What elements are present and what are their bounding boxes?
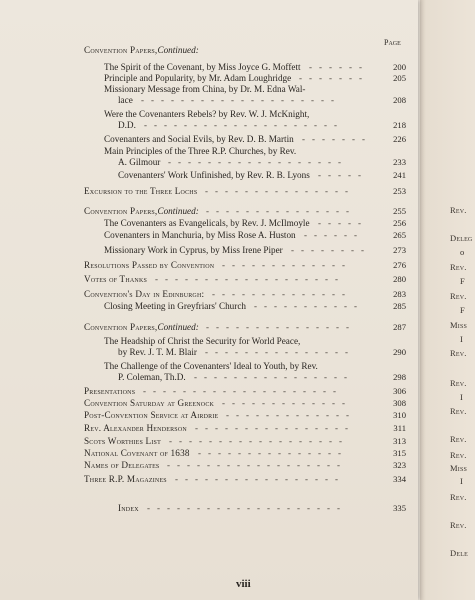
adjacent-page-fragment: Dele bbox=[450, 548, 468, 558]
toc-entry bbox=[84, 289, 406, 300]
adjacent-page-fragment: Rev. bbox=[450, 378, 467, 388]
toc-entry bbox=[84, 260, 406, 271]
toc-entry-title: Votes of Thanks bbox=[84, 274, 148, 284]
toc-entry-page: 311 bbox=[393, 423, 406, 433]
dot-leader: ------- bbox=[302, 134, 372, 144]
dot-leader: -------------------- bbox=[141, 95, 341, 105]
toc-entry-page: 315 bbox=[393, 448, 406, 458]
dot-leader: ------------------ bbox=[169, 436, 349, 446]
dot-leader: ---------------- bbox=[195, 423, 355, 433]
toc-entry-title: Convention Saturday at Greenock bbox=[84, 398, 215, 408]
toc-entry-page: 273 bbox=[393, 245, 406, 255]
toc-entry-title: Three R.P. Magazines bbox=[84, 474, 167, 484]
adjacent-page-fragment: Rev. bbox=[450, 348, 467, 358]
toc-entry bbox=[84, 386, 406, 397]
toc-entry-title: Index bbox=[118, 503, 139, 513]
dot-leader: -------------- bbox=[212, 289, 352, 299]
toc-entry-continued: Continued: bbox=[157, 45, 199, 55]
adjacent-page-fragment: Miss bbox=[450, 320, 468, 330]
toc-entry bbox=[84, 186, 406, 197]
toc-entry bbox=[84, 474, 406, 485]
dot-leader: ------------------ bbox=[168, 157, 348, 167]
adjacent-page-fragment: Rev. bbox=[450, 205, 467, 215]
toc-entry bbox=[118, 170, 406, 181]
toc-entry-title: D.D. bbox=[118, 120, 136, 130]
toc-entry-title: Covenanters in Manchuria, by Miss Rose A. Huston bbox=[104, 230, 296, 240]
toc-entry-title: The Challenge of the Covenanters' Ideal to Youth, by Rev. bbox=[104, 361, 318, 371]
toc-entry-title: Missionary Work in Cyprus, by Miss Irene Piper bbox=[104, 245, 283, 255]
toc-entry bbox=[84, 423, 406, 434]
adjacent-page-fragment: F bbox=[460, 305, 465, 315]
toc-entry-page: 334 bbox=[393, 474, 406, 484]
dot-leader: --------------- bbox=[206, 206, 356, 216]
adjacent-page-fragment: Miss bbox=[450, 463, 468, 473]
dot-leader: ---------------- bbox=[194, 372, 354, 382]
toc-entry bbox=[104, 245, 406, 256]
toc-entry-page: 283 bbox=[393, 289, 406, 299]
toc-entry bbox=[104, 218, 406, 229]
toc-entry-page: 285 bbox=[393, 301, 406, 311]
toc-entry-title: The Spirit of the Covenant, by Miss Joyce G. Moffett bbox=[104, 62, 301, 72]
toc-entry-title: Main Principles of the Three R.P. Churches, by Rev. bbox=[104, 146, 297, 156]
toc-entry-title: National Covenant of 1638 bbox=[84, 448, 190, 458]
adjacent-page-fragment: Rev. bbox=[450, 520, 467, 530]
toc-entry-page: 233 bbox=[393, 157, 406, 167]
adjacent-page-fragment: Rev. bbox=[450, 262, 467, 272]
toc-entry bbox=[84, 45, 406, 56]
toc-entry-title: The Headship of Christ the Security for World Peace, bbox=[104, 336, 301, 346]
toc-entry-title: Resolutions Passed by Convention bbox=[84, 260, 215, 270]
toc-entry bbox=[84, 206, 406, 217]
toc-entry-page: 205 bbox=[393, 73, 406, 83]
toc-entry bbox=[118, 157, 406, 168]
toc-entry-page: 241 bbox=[393, 170, 406, 180]
toc-entry-continued: Continued: bbox=[157, 322, 199, 332]
toc-entry bbox=[84, 448, 406, 459]
dot-leader: ----------------- bbox=[175, 474, 345, 484]
dot-leader: -------- bbox=[291, 245, 371, 255]
toc-entry-page: 287 bbox=[393, 322, 406, 332]
toc-entry-page: 256 bbox=[393, 218, 406, 228]
toc-entry bbox=[104, 62, 406, 73]
toc-entry-page: 298 bbox=[393, 372, 406, 382]
toc-entry-page: 306 bbox=[393, 386, 406, 396]
dot-leader: -------------------- bbox=[144, 120, 344, 130]
adjacent-page-fragment: Rev. bbox=[450, 406, 467, 416]
toc-entry-page: 313 bbox=[393, 436, 406, 446]
toc-entry bbox=[84, 274, 406, 285]
dot-leader: ------------------- bbox=[155, 274, 345, 284]
toc-entry-page: 200 bbox=[393, 62, 406, 72]
toc-entry-title: Were the Covenanters Rebels? by Rev. W. J. McKnight, bbox=[104, 109, 310, 119]
toc-entry-page: 226 bbox=[393, 134, 406, 144]
toc-entry-page: 265 bbox=[393, 230, 406, 240]
adjacent-page-fragment: I bbox=[460, 334, 463, 344]
adjacent-page-fragment: Rev. bbox=[450, 434, 467, 444]
page-column-header: Page bbox=[384, 38, 401, 47]
adjacent-page bbox=[420, 0, 475, 600]
toc-entry-page: 280 bbox=[393, 274, 406, 284]
toc-entry bbox=[84, 460, 406, 471]
toc-entry bbox=[104, 146, 406, 157]
adjacent-page-fragment: Deleg bbox=[450, 233, 473, 243]
toc-entry-title: Missionary Message from China, by Dr. M. Edna Wal- bbox=[104, 84, 306, 94]
dot-leader: ----- bbox=[318, 170, 368, 180]
adjacent-page-fragment: F bbox=[460, 276, 465, 286]
toc-entry-title: lace bbox=[118, 95, 133, 105]
adjacent-page-fragment: I bbox=[460, 476, 463, 486]
toc-entry-title: Names of Delegates bbox=[84, 460, 160, 470]
toc-entry-page: 310 bbox=[393, 410, 406, 420]
toc-entry-title: Convention Papers, bbox=[84, 206, 158, 216]
dot-leader: ------------- bbox=[222, 398, 352, 408]
toc-entry-title: Rev. Alexander Henderson bbox=[84, 423, 187, 433]
toc-entry-title: Convention's Day in Edinburgh: bbox=[84, 289, 205, 299]
toc-entry-page: 290 bbox=[393, 347, 406, 357]
toc-entry-page: 253 bbox=[393, 186, 406, 196]
dot-leader: -------------------- bbox=[143, 386, 343, 396]
toc-entry-title: Post-Convention Service at Airdrie bbox=[84, 410, 219, 420]
dot-leader: ------ bbox=[309, 62, 369, 72]
toc-entry-title: Closing Meeting in Greyfriars' Church bbox=[104, 301, 246, 311]
adjacent-page-fragment: Rev. bbox=[450, 492, 467, 502]
dot-leader: ----- bbox=[318, 218, 368, 228]
toc-entry bbox=[118, 503, 406, 514]
toc-entry-title: Covenanters' Work Unfinished, by Rev. R. B. Lyons bbox=[118, 170, 310, 180]
dot-leader: ------------- bbox=[222, 260, 352, 270]
toc-entry-title: Convention Papers, bbox=[84, 45, 158, 55]
toc-entry bbox=[118, 372, 406, 383]
adjacent-page-fragment: I bbox=[460, 392, 463, 402]
toc-entry-page: 335 bbox=[393, 503, 406, 513]
dot-leader: --------------- bbox=[206, 322, 356, 332]
toc-entry bbox=[104, 84, 406, 95]
toc-entry-page: 308 bbox=[393, 398, 406, 408]
dot-leader: ------- bbox=[299, 73, 369, 83]
toc-entry-page: 218 bbox=[393, 120, 406, 130]
toc-entry bbox=[84, 322, 406, 333]
toc-entry bbox=[118, 347, 406, 358]
toc-entry-title: Covenanters and Social Evils, by Rev. D. B. Martin bbox=[104, 134, 294, 144]
dot-leader: --------------- bbox=[205, 186, 355, 196]
toc-entry-title: The Covenanters as Evangelicals, by Rev. J. McIlmoyle bbox=[104, 218, 310, 228]
toc-entry bbox=[84, 410, 406, 421]
adjacent-page-fragment: o bbox=[460, 247, 465, 257]
toc-entry-title: Presentations bbox=[84, 386, 136, 396]
toc-entry-page: 255 bbox=[393, 206, 406, 216]
toc-entry bbox=[104, 301, 406, 312]
dot-leader: -------------------- bbox=[147, 503, 347, 513]
toc-entry-title: Principle and Popularity, by Mr. Adam Loughridge bbox=[104, 73, 292, 83]
toc-entry-title: Excursion to the Three Lochs bbox=[84, 186, 198, 196]
dot-leader: ------ bbox=[304, 230, 364, 240]
toc-entry-title: Scots Worthies List bbox=[84, 436, 161, 446]
toc-entry bbox=[104, 73, 406, 84]
adjacent-page-fragment: Rev. bbox=[450, 450, 467, 460]
toc-entry bbox=[104, 134, 406, 145]
toc-entry bbox=[84, 398, 406, 409]
toc-entry-title: Convention Papers, bbox=[84, 322, 158, 332]
dot-leader: --------------- bbox=[205, 347, 355, 357]
toc-entry bbox=[104, 230, 406, 241]
toc-entry bbox=[104, 336, 406, 347]
dot-leader: --------------- bbox=[198, 448, 348, 458]
toc-entry bbox=[104, 361, 406, 372]
toc-entry bbox=[118, 95, 406, 106]
toc-entry-page: 208 bbox=[393, 95, 406, 105]
toc-entry bbox=[118, 120, 406, 131]
toc-entry-page: 276 bbox=[393, 260, 406, 270]
toc-entry bbox=[84, 436, 406, 447]
dot-leader: ----------- bbox=[254, 301, 364, 311]
toc-entry-title: A. Gilmour bbox=[118, 157, 161, 167]
adjacent-page-fragment: Rev. bbox=[450, 291, 467, 301]
toc-entry-title: P. Coleman, Th.D. bbox=[118, 372, 186, 382]
toc-entry-page: 323 bbox=[393, 460, 406, 470]
toc-entry bbox=[104, 109, 406, 120]
dot-leader: ------------------ bbox=[167, 460, 347, 470]
toc-entry-title: by Rev. J. T. M. Blair bbox=[118, 347, 197, 357]
page-number: viii bbox=[236, 578, 251, 590]
dot-leader: ------------- bbox=[226, 410, 356, 420]
toc-entry-continued: Continued: bbox=[157, 206, 199, 216]
